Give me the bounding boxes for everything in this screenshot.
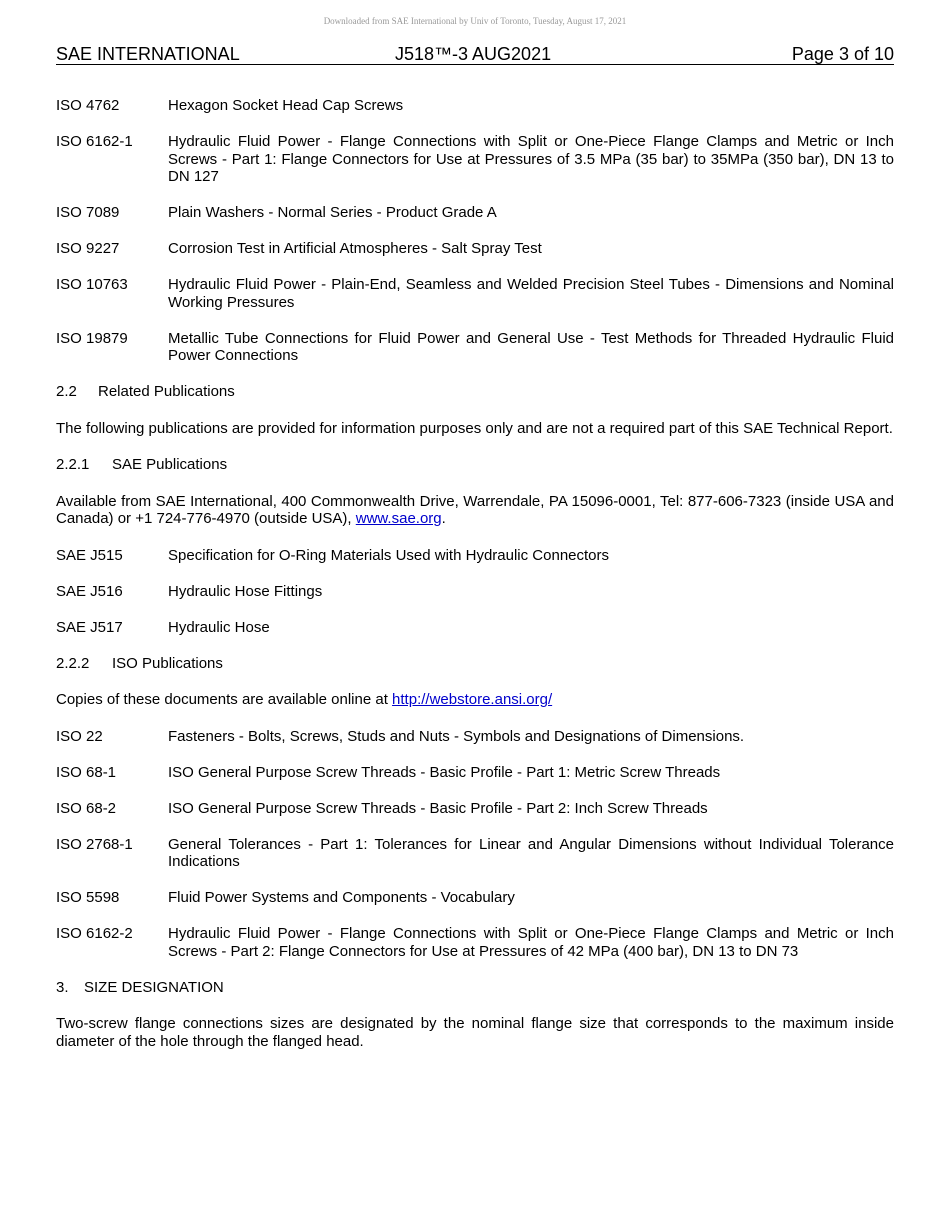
reference-title: ISO General Purpose Screw Threads - Basic Profile - Part 1: Metric Screw Threads — [168, 763, 721, 781]
reference-list-sae — [56, 547, 894, 637]
reference-item — [56, 925, 894, 960]
reference-code: ISO 9227 — [56, 240, 120, 257]
reference-item — [56, 836, 894, 871]
reference-code: ISO 68-1 — [56, 763, 117, 781]
section-heading-2-2 — [56, 383, 894, 401]
section-number: 2.2.1 — [56, 456, 90, 473]
reference-code: ISO 4762 — [56, 97, 120, 114]
reference-item — [56, 764, 894, 782]
reference-code: ISO 2768-1 — [56, 835, 133, 853]
reference-code: ISO 22 — [56, 727, 103, 745]
section-title: ISO Publications — [112, 654, 223, 672]
reference-item — [56, 97, 894, 115]
section-heading-2-2-1 — [56, 456, 894, 474]
reference-title: Specification for O-Ring Materials Used with Hydraulic Connectors — [168, 546, 610, 564]
reference-title: Metallic Tube Connections for Fluid Power and General Use - Test Methods for Threaded Hydraulic Fluid Power Connections — [168, 329, 894, 364]
sae-availability-end: . — [441, 510, 446, 527]
section-title: SAE Publications — [112, 456, 228, 473]
reference-code: SAE J517 — [56, 618, 123, 636]
reference-code: ISO 5598 — [56, 889, 120, 906]
reference-code: SAE J515 — [56, 546, 123, 564]
reference-code: SAE J516 — [56, 582, 123, 600]
reference-item — [56, 133, 894, 186]
reference-title: Hydraulic Hose Fittings — [168, 582, 323, 600]
section-2-2-paragraph: The following publications are provided for information purposes only and are not a required part of this SAE Technical Report. — [56, 419, 893, 437]
section-heading-3 — [56, 979, 894, 997]
reference-item — [56, 240, 894, 258]
reference-item — [56, 728, 894, 746]
header-document-id: J518™-3 AUG2021 — [395, 44, 552, 64]
reference-code: ISO 6162-2 — [56, 925, 133, 942]
section-3-paragraph: Two-screw flange connections sizes are designated by the nominal flange size that corresponds to the maximum inside diameter of the hole through the flanged head. — [56, 1015, 894, 1050]
reference-title: Fluid Power Systems and Components - Vocabulary — [168, 889, 515, 906]
reference-title: General Tolerances - Part 1: Tolerances for Linear and Angular Dimensions without Individual Tolerance Indications — [168, 835, 894, 870]
section-heading-2-2-2 — [56, 655, 894, 673]
reference-code: ISO 7089 — [56, 204, 120, 221]
reference-code: ISO 6162-1 — [56, 133, 133, 150]
reference-title: ISO General Purpose Screw Threads - Basic Profile - Part 2: Inch Screw Threads — [168, 799, 708, 817]
iso-availability-text: Copies of these documents are available online at — [56, 691, 393, 708]
reference-list-normative — [56, 97, 894, 365]
reference-title: Plain Washers - Normal Series - Product Grade A — [168, 204, 497, 221]
reference-item — [56, 583, 894, 601]
reference-item — [56, 800, 894, 818]
reference-title: Corrosion Test in Artificial Atmospheres - Salt Spray Test — [168, 240, 542, 257]
reference-title: Hydraulic Fluid Power - Flange Connections with Split or One-Piece Flange Clamps and Metric or Inch Screws - Part 1: Flange Connectors for Use at Pressures of 3.5 MPa (35 bar) to 35MPa (350 bar), DN 13 to DN 127 — [168, 133, 894, 185]
section-title: Related Publications — [98, 383, 235, 400]
reference-code: ISO 10763 — [56, 276, 128, 293]
reference-title: Hydraulic Hose — [168, 618, 270, 636]
section-number: 2.2.2 — [56, 654, 90, 672]
reference-code: ISO 68-2 — [56, 799, 117, 817]
section-number: 3. — [56, 978, 69, 996]
header-page-number: Page 3 of 10 — [791, 44, 894, 64]
download-note: Downloaded from SAE International by Univ of Toronto, Tuesday, August 17, 2021 — [323, 16, 627, 26]
sae-website-link[interactable]: www.sae.org — [355, 510, 442, 527]
sae-availability-text: Available from SAE International, 400 Commonwealth Drive, Warrendale, PA 15096-0001, Tel: 877-606-7323 (inside USA and Canada) or +1 724-776-4970 (outside USA), — [56, 492, 894, 527]
reference-item — [56, 619, 894, 637]
reference-title: Hydraulic Fluid Power - Flange Connections with Split or One-Piece Flange Clamps and Metric or Inch Screws - Part 2: Flange Connectors for Use at Pressures of 42 MPa (400 bar), DN 13 to DN 73 — [168, 925, 894, 960]
reference-item — [56, 547, 894, 565]
reference-title: Hexagon Socket Head Cap Screws — [168, 97, 404, 114]
sae-availability-paragraph — [56, 493, 894, 528]
ansi-webstore-link[interactable]: http://webstore.ansi.org/ — [392, 691, 553, 708]
header-organization: SAE INTERNATIONAL — [56, 44, 240, 64]
reference-title: Fasteners - Bolts, Screws, Studs and Nuts - Symbols and Designations of Dimensions. — [168, 727, 745, 745]
reference-code: ISO 19879 — [56, 329, 128, 347]
reference-item — [56, 889, 894, 907]
page-header — [56, 44, 894, 65]
section-number: 2.2 — [56, 383, 77, 400]
document-body — [56, 97, 894, 1069]
iso-availability-paragraph — [56, 691, 894, 709]
reference-item — [56, 330, 894, 365]
reference-title: Hydraulic Fluid Power - Plain-End, Seamless and Welded Precision Steel Tubes - Dimensions and Nominal Working Pressures — [168, 276, 894, 311]
section-title: SIZE DESIGNATION — [84, 978, 224, 996]
reference-item — [56, 204, 894, 222]
reference-list-iso — [56, 728, 894, 961]
reference-item — [56, 276, 894, 311]
